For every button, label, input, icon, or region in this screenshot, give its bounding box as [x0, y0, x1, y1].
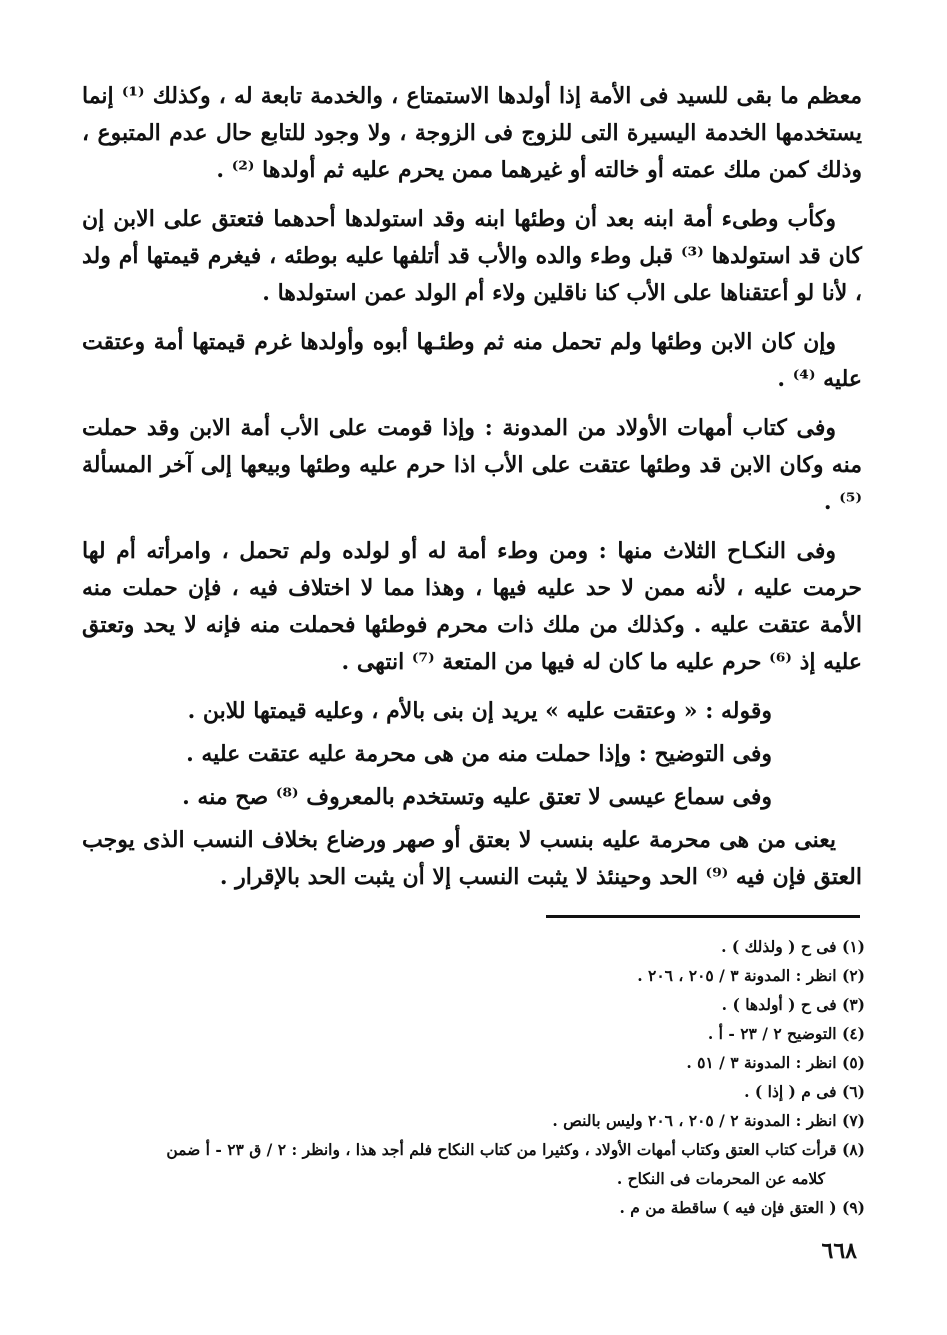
- footnote-7: (٧) انظر : المدونة ٢ / ٢٠٥ ، ٢٠٦ وليس بالنص .: [552, 1111, 865, 1130]
- paragraph-4: وفى كتاب أمهات الأولاد من المدونة : وإذا قومت على الأب أمة الابن وقد حملت منه وكان الابن قد وطئها عتقت على الأب اذا حرم عليه وطئها وبيعها إلى آخر المسألة ⁽⁵⁾ .: [82, 415, 862, 515]
- footnotes: [82, 932, 865, 1222]
- paragraph-closing: يعنى من هى محرمة عليه بنسب لا بعتق أو صهر ورضاع بخلاف النسب الذى يوجب العتق فإن فيه ⁽⁹⁾ الحد وحينئذ لا يثبت النسب إلا أن يثبت الحد بالإقرار .: [82, 827, 862, 890]
- quote-3: وفى سماع عيسى لا تعتق عليه وتستخدم بالمعروف ⁽⁸⁾ صح منه .: [182, 784, 772, 810]
- footnote-9: (٩) ( العتق فإن فيه ) ساقطة من م .: [619, 1198, 865, 1217]
- footnote-2: (٢) انظر : المدونة ٣ / ٢٠٥ ، ٢٠٦ .: [637, 966, 865, 985]
- paragraph-3: وإن كان الابن وطئها ولم تحمل منه ثم وطئـها أبوه وأولدها غرم قيمتها أمة وعتقت عليه ⁽⁴⁾ .: [82, 329, 862, 392]
- quote-1: وقوله : « وعتقت عليه » يريد إن بنى بالأم ، وعليه قيمتها للابن .: [187, 698, 772, 724]
- paragraph-5: وفى النكـاح الثلاث منها : ومن وطء أمة له أو لولده ولم تحمل ، وامرأته أم لها حرمت عليه ، لأنه ممن لا حد عليه فيها ، وهذا مما لا اختلاف فيه ، فإن حملت منه الأمة عتقت عليه . وكذلك من ملك ذات محرم فوطئها فحملت منه فإنه لا يحد وتعتق عليه إذ ⁽⁶⁾ حرم عليه ما كان له فيها من المتعة ⁽⁷⁾ انتهى .: [82, 538, 862, 675]
- quote-2: وفى التوضيح : وإذا حملت منه من هى محرمة عليه عتقت عليه .: [186, 741, 772, 767]
- footnote-1: (١) فى ح ( ولذلك ) .: [721, 937, 865, 956]
- paragraph-2: وكأب وطىء أمة ابنه بعد أن وطئها ابنه وقد استولدها أحدهما فتعتق على الابن إن كان قد استولدها ⁽³⁾ قبل وطء والده والأب قد أتلفها عليه بوطئه ، فيغرم قيمتها أم ولد ، لأنا لو أعتقناها على الأب كنا ناقلين ولاء أم الولد عمن استولدها .: [82, 206, 862, 306]
- footnote-4: (٤) التوضيح ٢ / ٢٣ - أ .: [707, 1024, 865, 1043]
- footnote-5: (٥) انظر : المدونة ٣ / ٥١ .: [686, 1053, 865, 1072]
- body-text: [82, 78, 862, 908]
- footnote-6: (٦) فى م ( إذا ) .: [744, 1082, 865, 1101]
- paragraph-1: معظم ما بقى للسيد فى الأمة إذا أولدها الاستمتاع ، والخدمة تابعة له ، وكذلك ⁽¹⁾ إنما يستخدمها الخدمة اليسيرة التى للزوج فى الزوجة ، ولا وجود للتابع حال عدم المتبوع ، وذلك كمن ملك عمته أو خالته أو غيرهما ممن يحرم عليه ثم أولدها ⁽²⁾ .: [82, 83, 862, 183]
- footnote-separator: [546, 915, 860, 918]
- page-number: ٦٦٨: [821, 1238, 857, 1264]
- footnote-3: (٣) فى ح ( أولدها ) .: [721, 995, 865, 1014]
- footnote-8-continuation: كلامه عن المحرمات فى النكاح .: [616, 1169, 825, 1188]
- footnote-8: (٨) قرأت كتاب العتق وكتاب أمهات الأولاد ، وكثيرا من كتاب النكاح فلم أجد هذا ، وانظر : ٢ / ق ٢٣ - أ ضمن: [166, 1140, 865, 1159]
